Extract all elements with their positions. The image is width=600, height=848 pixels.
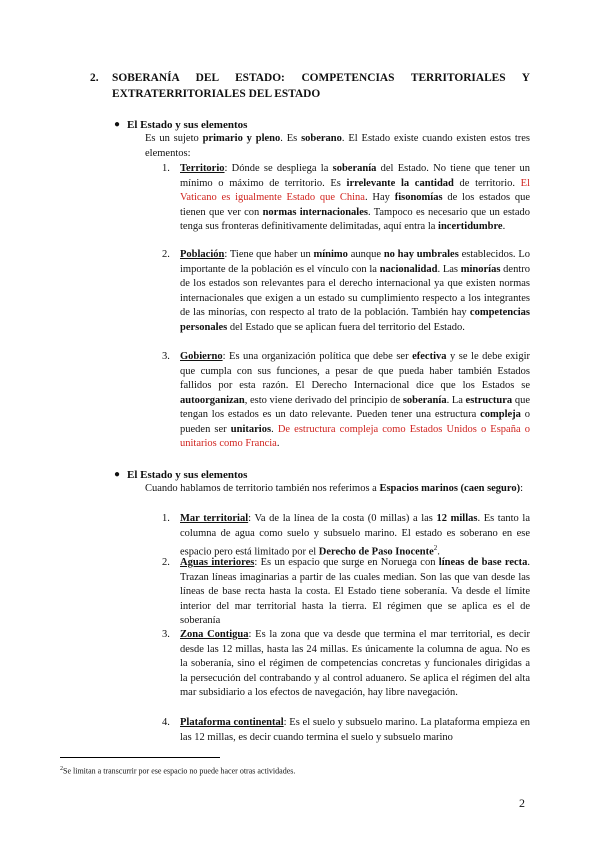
footnote-ref[interactable]: 2 — [433, 544, 438, 552]
bullet-title-1 — [114, 118, 248, 132]
section-heading — [90, 70, 530, 102]
list-item-territorio: 1. Territorio: Dónde se despliega la soberanía del Estado. No tiene que tener un mínimo o máximo de territorio. Es irrelevante la cantidad de territorio. El Vaticano es igualmente Estado que China. Hay fisonomías de los estados que tienen que ver con normas internacionales. Tampoco es necesario que un estado tenga sus fronteras definitivamente delimitadas, aquí entra la incertidumbre. — [162, 163, 531, 232]
item-label: Plataforma continental — [180, 717, 284, 728]
bullet-title-text: El Estado y sus elementos — [127, 119, 248, 131]
list-item-plataforma-continental: 4. Plataforma continental: Es el suelo y subsuelo marino. La plataforma empieza en las 12 millas, es decir cuando termina el suelo y subsuelo marino — [162, 717, 530, 743]
bullet-title-text: El Estado y sus elementos — [127, 469, 248, 481]
highlight-example: De estructura compleja como Estados Unidos o España o unitarios como Francia — [180, 423, 530, 449]
heading-text: SOBERANÍA DEL ESTADO: COMPETENCIAS TERRITORIALES Y EXTRATERRITORIALES DEL ESTADO — [112, 72, 530, 100]
bullet-icon: ● — [114, 469, 121, 480]
item-label: Mar territorial — [180, 513, 249, 524]
page-number: 2 — [519, 796, 525, 810]
list-number: 4. — [162, 717, 170, 728]
bullet-title-2 — [114, 468, 248, 482]
section1-intro: Es un sujeto primario y pleno. Es soberano. El Estado existe cuando existen estos tres elementos: — [145, 133, 530, 159]
list-number: 2. — [162, 249, 170, 260]
section2-intro: Cuando hablamos de territorio también nos referimos a Espacios marinos (caen seguro): — [145, 483, 524, 494]
list-item-zona-contigua: 3. Zona Contigua: Es la zona que va desde que termina el mar territorial, es decir desde las 12 millas, hasta las 24 millas. Es únicamente la columna de agua. No es la soberanía, sino el régimen de competencias concretas y funcionales dirigidas a la persecución del contrabando y al control aduanero. Se aplica el régimen del alta mar subsidiario a los efectos de navegación, hay libre navegación. — [162, 629, 530, 698]
list-number: 3. — [162, 351, 170, 362]
item-label: Zona Contigua — [180, 629, 249, 640]
list-number: 3. — [162, 629, 170, 640]
item-label: Aguas interiores — [180, 557, 255, 568]
list-item-poblacion: 2. Población: Tiene que haber un mínimo aunque no hay umbrales establecidos. Lo importante de la población es el vínculo con la nacionalidad. Las minorías dentro de los estados son relevantes para el derecho internacional ya que existen normas internacionales que exigen a un estado su cumplimiento respecto a los integrantes de las minorías, con respecto al trato de la población. También hay competencias personales del Estado que se aplican fuera del territorio del Estado. — [162, 249, 531, 333]
list-item-gobierno: 3. Gobierno: Es una organización política que debe ser efectiva y se le debe exigir que cumpla con sus funciones, a pesar de que pueda haber también Estados fallidos por esta razón. El Derecho Internacional dice que los Estados se autoorganizan, esto viene derivado del principio de soberanía. La estructura que tengan los estados es un dato relevante. Pueden tener una estructura compleja o pueden ser unitarios. De estructura compleja como Estados Unidos o España o unitarios como Francia. — [162, 351, 530, 449]
bullet-icon: ● — [114, 119, 121, 130]
item-label: Gobierno — [180, 351, 223, 362]
footnote: $^2$Se limitan a transcurrir por ese espacio no puede hacer otras actividades. — [60, 766, 296, 776]
item-label: Población — [180, 249, 225, 260]
footnote-separator — [60, 757, 220, 758]
list-item-aguas-interiores: 2. Aguas interiores: Es un espacio que surge en Noruega con líneas de base recta. Trazan líneas imaginarias a partir de las cuales median. Son las que van desde las líneas de base recta hasta la costa. El Estado tiene soberanía. Va desde el límite interior del mar territorial hasta la tierra. El régimen que se aplica es el de soberanía — [162, 557, 531, 626]
highlight-example: El Vaticano es igualmente Estado que China — [180, 177, 530, 203]
list-item-mar-territorial: 1. Mar territorial: Va de la línea de la costa (0 millas) a las 12 millas. Es tanto la columna de agua como suelo y subsuelo marino. El estado es soberano en ese espacio pero está limitado por el Derecho de Paso Inocente$^2$. — [162, 513, 530, 558]
item-label: Territorio — [180, 163, 225, 174]
list-number: 1. — [162, 163, 170, 174]
list-number: 2. — [162, 557, 170, 568]
list-number: 1. — [162, 513, 170, 524]
heading-number: 2. — [90, 72, 99, 84]
